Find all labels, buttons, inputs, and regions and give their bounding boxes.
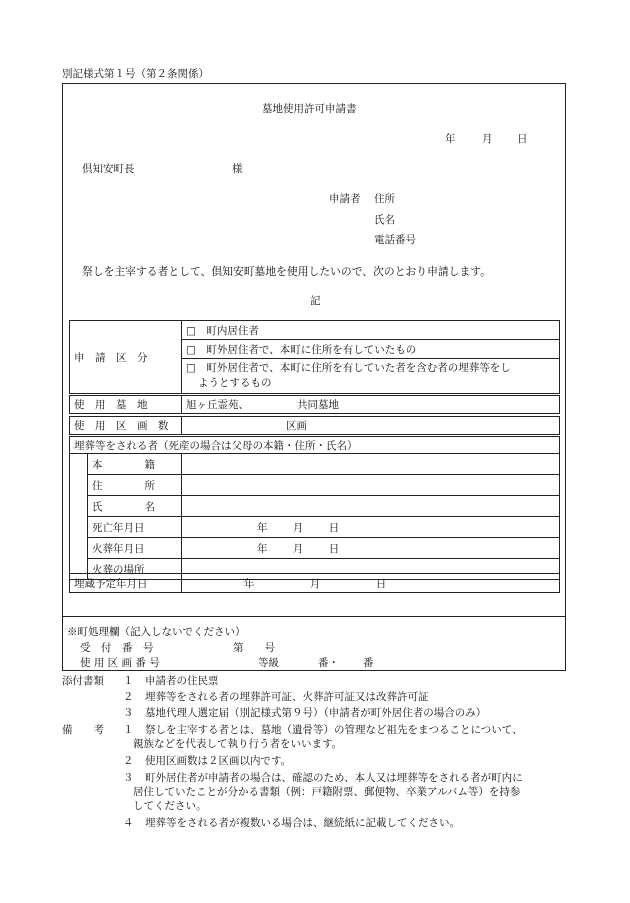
option-resident[interactable]: □ 町内居住者 <box>182 321 560 340</box>
applicant-phone-label: 電話番号 <box>374 234 416 246</box>
address-label: 住 所 <box>88 475 182 496</box>
addressee-name: 倶知安町長 <box>82 163 135 175</box>
remark-line: してください。 <box>133 800 207 812</box>
receipt-number-value: 第 号 <box>233 642 275 654</box>
attachment-item: 墓地代理人選定届（別記様式第９号）（申請者が町外居住者の場合のみ） <box>145 707 487 719</box>
cremation-place-label: 火葬の場所 <box>88 559 182 580</box>
attachment-num: １ <box>123 675 134 687</box>
applicant-name-label: 氏名 <box>374 214 395 226</box>
remark-num: ２ <box>123 755 134 767</box>
interment-date-value[interactable]: 年 月 日 <box>182 574 560 593</box>
option-former-resident[interactable]: □ 町外居住者で、本町に住所を有していたもの <box>182 340 560 359</box>
office-use-header: ※町処理欄（記入しないでください） <box>67 626 246 638</box>
remark-num: ３ <box>123 772 134 784</box>
application-category-label: 申 請 区 分 <box>70 321 182 394</box>
remark-line: 町外居住者が申請者の場合は、確認のため、本人又は埋葬等をされる者が町内に <box>145 772 523 784</box>
address-value[interactable] <box>182 475 560 496</box>
interment-date-table <box>69 573 560 593</box>
application-category-table <box>69 320 560 394</box>
remark-num: １ <box>123 724 134 736</box>
plot-grade: 等級 <box>258 657 279 669</box>
cemetery-value[interactable]: 旭ヶ丘霊苑、 共同墓地 <box>182 396 560 414</box>
applicant-label: 申請者 <box>329 193 361 205</box>
option-burial-of-former-resident[interactable]: □ 町外居住者で、本町に住所を有していた者を含む者の埋葬等をし ようとするもの <box>182 359 560 394</box>
cremation-date-value[interactable]: 年 月 日 <box>182 538 560 559</box>
attachment-num: ２ <box>123 691 134 703</box>
name-label: 氏 名 <box>88 496 182 517</box>
remark-line: 祭しを主宰する者とは、墓地（遺骨等）の管理など祖先をまつることについて、 <box>145 724 523 736</box>
remark-num: ４ <box>123 817 134 829</box>
application-statement: 祭しを主宰する者として、倶知安町墓地を使用したいので、次のとおり申請します。 <box>82 265 491 278</box>
plot-count-value[interactable]: 区画 <box>182 417 560 435</box>
form-number: 別記様式第１号（第２条関係） <box>62 68 209 80</box>
plot-count-table <box>69 416 560 435</box>
cemetery-table <box>69 395 560 414</box>
plot-ban-2: 番 <box>363 657 374 669</box>
addressee-honorific: 様 <box>232 163 243 175</box>
interment-date-label: 埋蔵予定年月日 <box>70 574 182 593</box>
name-value[interactable] <box>182 496 560 517</box>
cremation-date-label: 火葬年月日 <box>88 538 182 559</box>
applicant-address-label: 住所 <box>374 193 395 205</box>
deceased-info-table <box>69 436 560 580</box>
death-date-label: 死亡年月日 <box>88 517 182 538</box>
plot-count-label: 使 用 区 画 数 <box>70 417 182 435</box>
remarks-label: 備 考 <box>62 724 104 736</box>
remark-line: 居住していたことが分かる書類（例：戸籍附票、郵便物、卒業アルバム等）を持参 <box>133 786 521 798</box>
attachment-item: 埋葬等をされる者の埋葬許可証、火葬許可証又は改葬許可証 <box>145 691 429 703</box>
remark-line: 親族などを代表して執り行う者をいいます。 <box>133 738 343 750</box>
deceased-indent-cell <box>70 454 88 580</box>
registry-label: 本 籍 <box>88 454 182 475</box>
plot-ban: 番・ <box>318 657 339 669</box>
ki-label: 記 <box>310 295 321 307</box>
cemetery-label: 使 用 墓 地 <box>70 396 182 414</box>
remark-line: 使用区画数は２区画以内です。 <box>145 755 292 767</box>
attachment-num: ３ <box>123 707 134 719</box>
date-year: 年 <box>445 133 456 145</box>
date-month: 月 <box>482 133 493 145</box>
receipt-number-label: 受 付 番 号 <box>80 642 154 654</box>
remark-line: 埋葬等をされる者が複数いる場合は、継続紙に記載してください。 <box>145 817 460 829</box>
deceased-info-header: 埋葬等をされる者（死産の場合は父母の本籍・住所・氏名） <box>70 437 560 454</box>
form-title: 墓地使用許可申請書 <box>262 103 357 115</box>
death-date-value[interactable]: 年 月 日 <box>182 517 560 538</box>
registry-value[interactable] <box>182 454 560 475</box>
date-day: 日 <box>517 133 528 145</box>
attachments-label: 添付書類 <box>62 675 104 687</box>
plot-number-label: 使 用 区 画 番 号 <box>80 657 160 669</box>
attachment-item: 申請者の住民票 <box>145 675 219 687</box>
